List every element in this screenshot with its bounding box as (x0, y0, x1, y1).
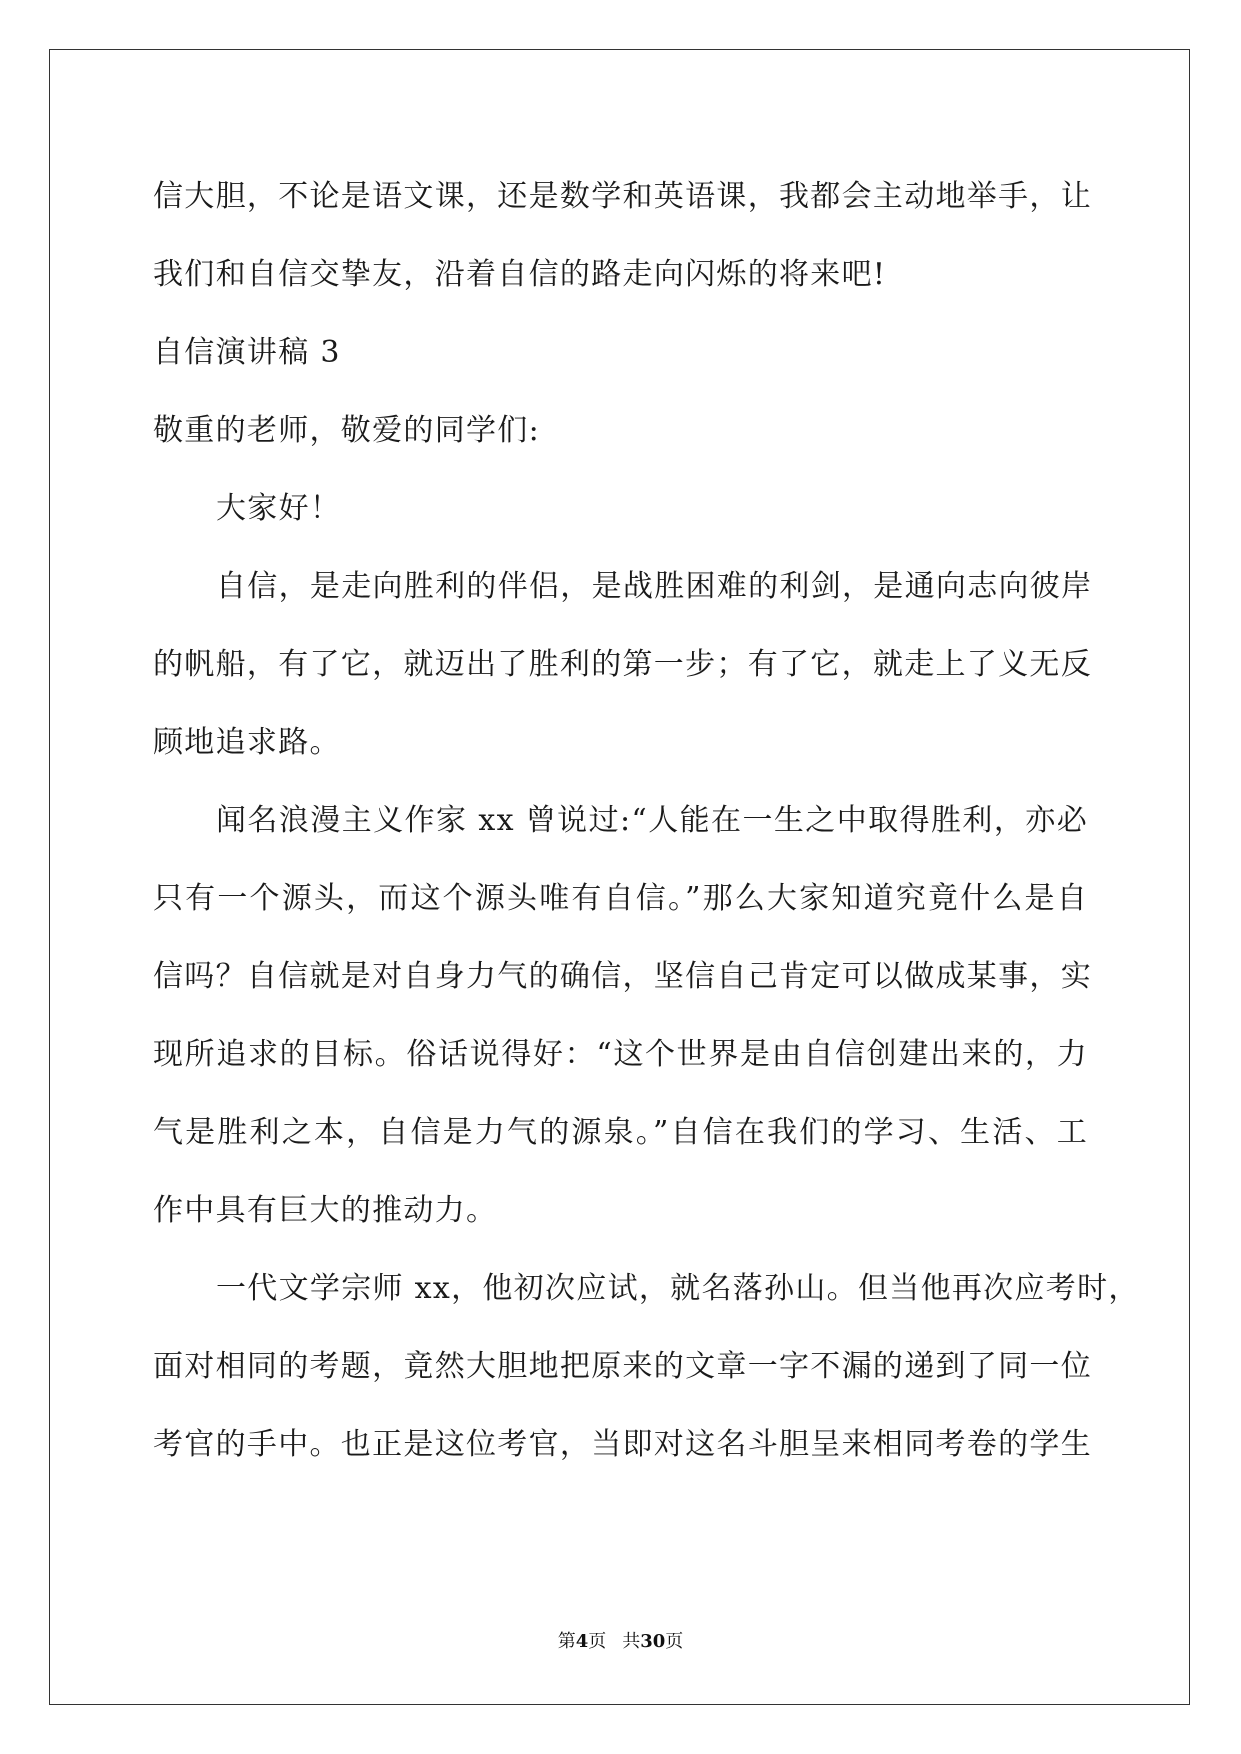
text-line: 顾地追求路。 (153, 725, 341, 760)
text-line: 面对相同的考题，竟然大胆地把原来的文章一字不漏的递到了同一位 (153, 1349, 1092, 1384)
text-line: 只有一个源头，而这个源头唯有自信。”那么大家知道究竟什么是自 (153, 881, 1088, 916)
text-line: 现所追求的目标。俗话说得好：“这个世界是由自信创建出来的，力 (153, 1037, 1088, 1072)
document-body (153, 158, 1140, 1484)
footer-total-prefix: 共 (622, 1631, 641, 1652)
text-line: 信吗？自信就是对自身力气的确信，坚信自己肯定可以做成某事，实 (153, 959, 1092, 994)
current-page-number: 4 (575, 1631, 589, 1652)
page-footer (0, 1630, 1241, 1654)
text-line: 的帆船，有了它，就迈出了胜利的第一步；有了它，就走上了义无反 (153, 647, 1092, 682)
footer-page-suffix: 页 (588, 1631, 607, 1652)
text-line: 我们和自信交挚友，沿着自信的路走向闪烁的将来吧! (153, 257, 887, 292)
salutation: 敬重的老师，敬爱的同学们: (153, 413, 541, 448)
text-line: 考官的手中。也正是这位考官，当即对这名斗胆呈来相同考卷的学生 (153, 1427, 1092, 1462)
greeting: 大家好！ (216, 491, 342, 526)
text-line: 信大胆，不论是语文课，还是数学和英语课，我都会主动地举手，让 (153, 179, 1092, 214)
text-line: 自信，是走向胜利的伴侣，是战胜困难的利剑，是通向志向彼岸 (216, 569, 1093, 604)
text-line: 闻名浪漫主义作家 xx 曾说过:“人能在一生之中取得胜利，亦必 (216, 803, 1088, 838)
text-line: 气是胜利之本，自信是力气的源泉。”自信在我们的学习、生活、工 (153, 1115, 1088, 1150)
text-line: 一代文学宗师 xx，他初次应试，就名落孙山。但当他再次应考时， (216, 1271, 1140, 1306)
total-pages-number: 30 (640, 1631, 666, 1652)
text-line: 作中具有巨大的推动力。 (153, 1193, 498, 1228)
footer-total-suffix: 页 (665, 1631, 684, 1652)
footer-prefix: 第 (557, 1631, 576, 1652)
section-title: 自信演讲稿 3 (153, 335, 341, 370)
